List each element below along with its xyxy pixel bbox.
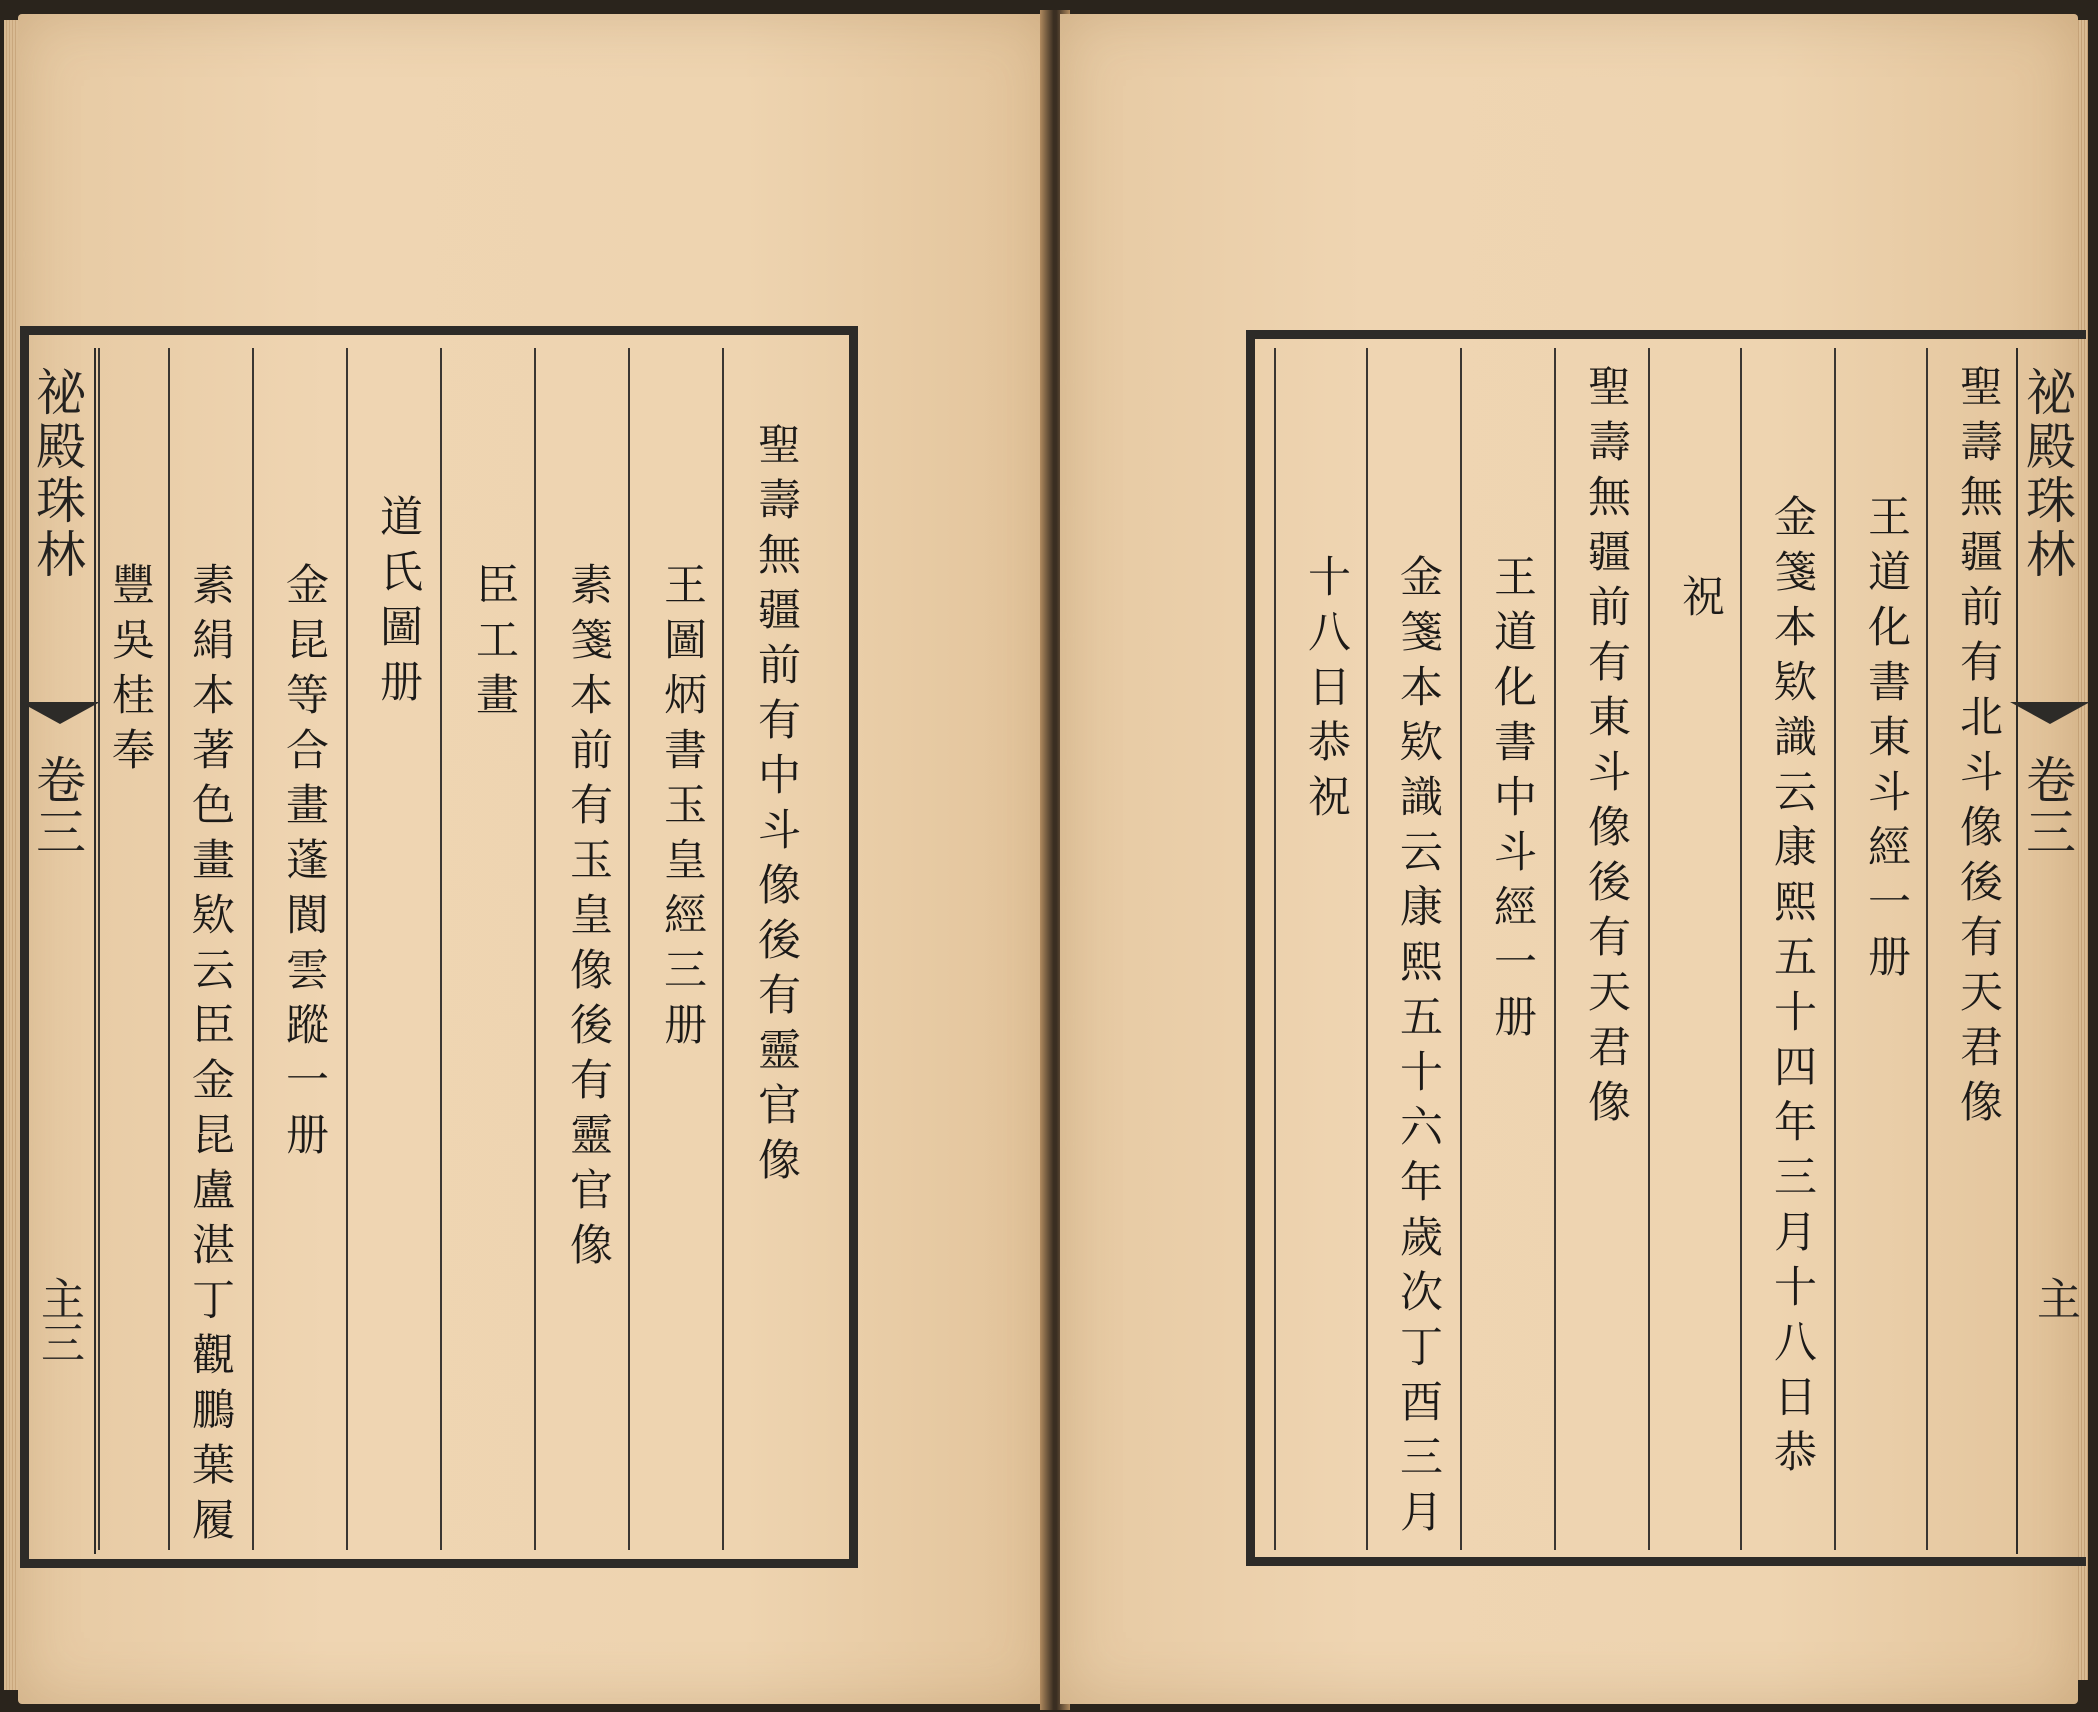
text-column-5: 道氏圖册 (373, 494, 423, 714)
column-rule (440, 348, 442, 1550)
column-rule (168, 348, 170, 1550)
column-rule (1554, 348, 1556, 1550)
column-rule (628, 348, 630, 1550)
text-column-1: 聖壽無疆前有北斗像後有天君像 (1953, 364, 2003, 1134)
text-column-3: 金箋本欵識云康熙五十四年三月十八日恭 (1767, 494, 1817, 1484)
column-rule (1460, 348, 1462, 1550)
right-fish-tail (2010, 702, 2090, 724)
column-rule (722, 348, 724, 1550)
left-margin-juan: 卷三 (28, 754, 86, 858)
text-column-7: 素絹本著色畫欵云臣金昆盧湛丁觀鵬葉履 (185, 562, 235, 1552)
column-rule (534, 348, 536, 1550)
text-column-2: 王圖炳書玉皇經三册 (657, 562, 707, 1057)
text-column-1: 聖壽無疆前有中斗像後有靈官像 (751, 422, 801, 1192)
text-column-3: 素箋本前有玉皇像後有靈官像 (563, 562, 613, 1277)
text-column-8: 豐吳桂奉 (105, 562, 155, 782)
left-page (18, 14, 1052, 1704)
column-rule (252, 348, 254, 1550)
text-column-5: 聖壽無疆前有東斗像後有天君像 (1581, 364, 1631, 1134)
column-rule (1926, 348, 1928, 1550)
text-column-6: 金昆等合畫蓬閬雲蹤一册 (279, 562, 329, 1167)
column-rule (1366, 348, 1368, 1550)
text-column-7: 金箋本欵識云康熙五十六年歲次丁酉三月 (1393, 554, 1443, 1544)
right-margin-juan: 卷三 (2018, 754, 2076, 858)
left-page-frame (20, 326, 858, 1568)
column-rule (1834, 348, 1836, 1550)
text-column-4: 臣工畫 (469, 562, 519, 727)
left-margin-title: 祕殿珠林 (28, 366, 86, 582)
column-rule (1740, 348, 1742, 1550)
left-margin-page-number: 主三 (33, 1276, 84, 1364)
right-margin-page-number: 主 (2029, 1276, 2080, 1320)
left-fish-tail (20, 702, 100, 724)
text-column-4: 祝 (1675, 574, 1725, 629)
column-rule (98, 348, 100, 1550)
column-rule (346, 348, 348, 1550)
column-rule (1274, 348, 1276, 1550)
column-rule (1648, 348, 1650, 1550)
text-column-2: 王道化書東斗經一册 (1861, 494, 1911, 989)
text-column-8: 十八日恭祝 (1301, 554, 1351, 829)
right-margin-title: 祕殿珠林 (2018, 366, 2076, 582)
right-page (1060, 14, 2078, 1704)
text-column-6: 王道化書中斗經一册 (1487, 554, 1537, 1049)
